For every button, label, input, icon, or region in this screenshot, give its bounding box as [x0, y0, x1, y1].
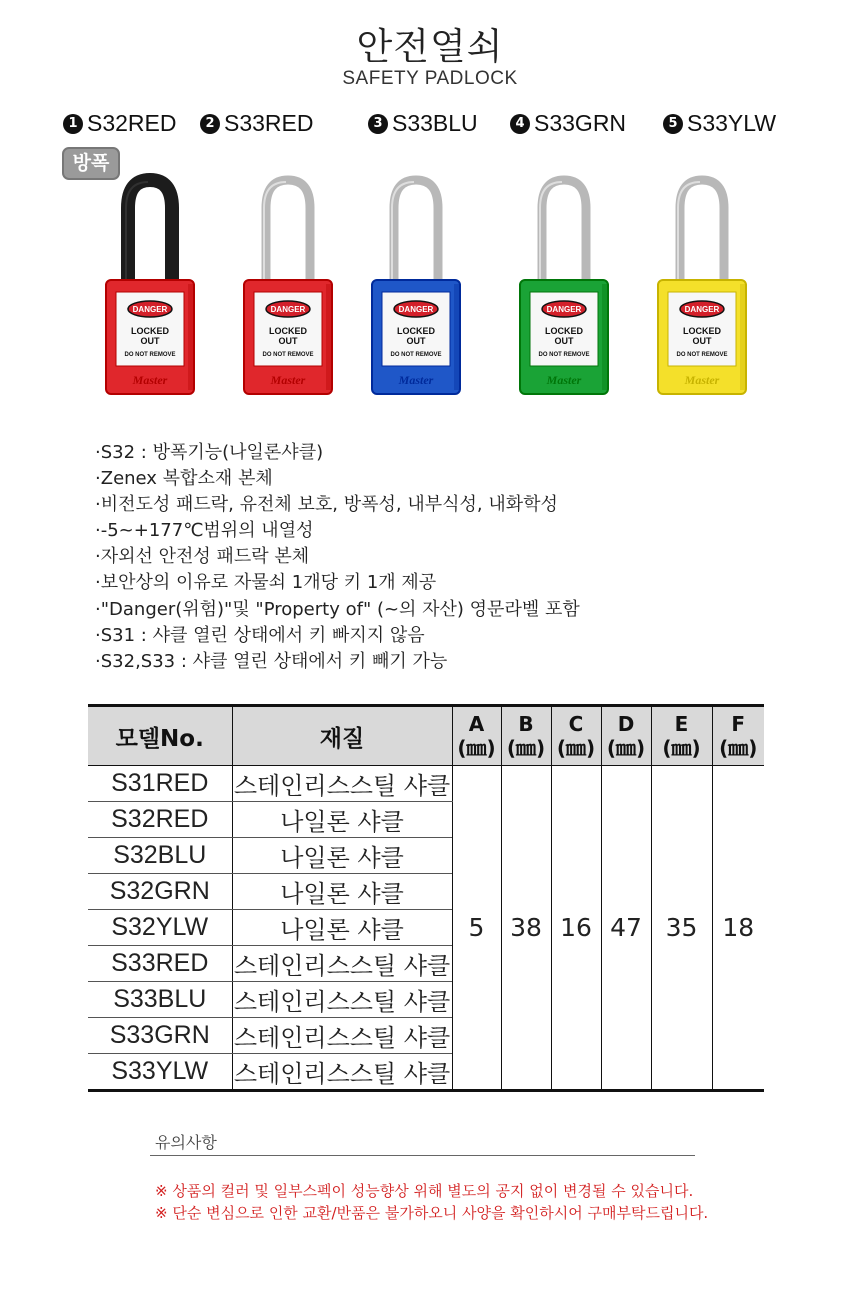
svg-text:OUT: OUT: [278, 336, 298, 346]
number-badge: 5: [663, 114, 683, 134]
notice-line-2: ※ 단순 변심으로 인한 교환/반품은 불가하오니 사양을 확인하시어 구매부탁드립니다.: [155, 1204, 709, 1222]
material-cell: 스테인리스스틸 샤클: [232, 1018, 452, 1054]
page-subtitle: SAFETY PADLOCK: [342, 68, 518, 89]
spec-table: [88, 704, 764, 1092]
model-label-2: [200, 110, 313, 137]
svg-text:OUT: OUT: [140, 336, 160, 346]
number-badge: 1: [63, 114, 83, 134]
model-cell: S32YLW: [88, 910, 232, 946]
header-model: 모델No.: [88, 706, 232, 766]
header-dim-b: B (㎜): [501, 706, 551, 766]
model-code: S33BLU: [392, 110, 478, 136]
model-label-1: [63, 110, 176, 137]
material-cell: 스테인리스스틸 샤클: [232, 766, 452, 802]
svg-text:Master: Master: [546, 373, 582, 387]
svg-text:DO NOT REMOVE: DO NOT REMOVE: [262, 352, 314, 358]
model-cell: S32GRN: [88, 874, 232, 910]
header-dim-d: D (㎜): [601, 706, 651, 766]
header-material: 재질: [232, 706, 452, 766]
padlock-image-s33grn: [518, 172, 610, 396]
material-cell: 스테인리스스틸 샤클: [232, 1054, 452, 1091]
feature-list: [95, 440, 580, 675]
number-badge: 3: [368, 114, 388, 134]
explosion-proof-badge: 방폭: [62, 147, 120, 180]
header-dim-e: E (㎜): [651, 706, 712, 766]
svg-text:DANGER: DANGER: [684, 305, 720, 314]
svg-text:DANGER: DANGER: [398, 305, 434, 314]
svg-text:DO NOT REMOVE: DO NOT REMOVE: [676, 352, 728, 358]
model-cell: S31RED: [88, 766, 232, 802]
material-cell: 스테인리스스틸 샤클: [232, 946, 452, 982]
model-code: S33YLW: [687, 110, 777, 136]
model-code: S33GRN: [534, 110, 627, 136]
svg-text:LOCKED: LOCKED: [131, 326, 169, 336]
svg-text:DO NOT REMOVE: DO NOT REMOVE: [390, 352, 442, 358]
number-badge: 2: [200, 114, 220, 134]
feature-item: ·S32 : 방폭기능(나일론샤클): [95, 442, 324, 463]
feature-item: ·Zenex 복합소재 본체: [95, 468, 273, 490]
model-cell: S32BLU: [88, 838, 232, 874]
feature-item: ·"Danger(위험)"및 "Property of" (~의 자산) 영문라벨 포함: [95, 598, 580, 620]
material-cell: 나일론 샤클: [232, 874, 452, 910]
model-cell: S32RED: [88, 802, 232, 838]
svg-text:LOCKED: LOCKED: [683, 326, 721, 336]
padlock-image-s33ylw: [656, 172, 748, 396]
svg-text:Master: Master: [398, 373, 434, 387]
svg-text:DO NOT REMOVE: DO NOT REMOVE: [538, 352, 590, 358]
padlock-image-s32red: [104, 172, 196, 396]
feature-item: ·-5~+177℃범위의 내열성: [95, 520, 314, 542]
model-code: S32RED: [87, 110, 177, 136]
svg-text:LOCKED: LOCKED: [545, 326, 583, 336]
header-dim-f: F (㎜): [712, 706, 764, 766]
svg-text:Master: Master: [684, 373, 720, 387]
svg-text:OUT: OUT: [406, 336, 426, 346]
svg-text:Master: Master: [132, 373, 168, 387]
feature-item: ·비전도성 패드락, 유전체 보호, 방폭성, 내부식성, 내화학성: [95, 494, 558, 516]
model-cell: S33YLW: [88, 1054, 232, 1091]
padlock-image-s33red: [242, 172, 334, 396]
feature-item: ·보안상의 이유로 자물쇠 1개당 키 1개 제공: [95, 572, 437, 594]
dim-b-value: 38: [501, 766, 551, 1091]
svg-text:Master: Master: [270, 373, 306, 387]
svg-text:DO NOT REMOVE: DO NOT REMOVE: [124, 352, 176, 358]
header-dim-c: C (㎜): [551, 706, 601, 766]
feature-item: ·S32,S33 : 샤클 열린 상태에서 키 빼기 가능: [95, 650, 448, 672]
notice-line-1: ※ 상품의 컬러 및 일부스펙이 성능향상 위해 별도의 공지 없이 변경될 수 있습니다.: [155, 1182, 694, 1200]
dim-e-value: 35: [651, 766, 712, 1091]
material-cell: 나일론 샤클: [232, 802, 452, 838]
model-cell: S33BLU: [88, 982, 232, 1018]
feature-item: ·S31 : 샤클 열린 상태에서 키 빠지지 않음: [95, 624, 425, 646]
svg-text:OUT: OUT: [692, 336, 712, 346]
header-dim-a: A (㎜): [452, 706, 501, 766]
number-badge: 4: [510, 114, 530, 134]
model-label-3: [368, 110, 478, 137]
model-label-5: [663, 110, 776, 137]
table-header-row: [88, 706, 764, 766]
svg-text:OUT: OUT: [554, 336, 574, 346]
model-code: S33RED: [224, 110, 314, 136]
dim-d-value: 47: [601, 766, 651, 1091]
notice-heading: 유의사항: [155, 1133, 217, 1152]
model-label-4: [510, 110, 626, 137]
table-row: [88, 766, 764, 802]
notice-divider: [150, 1155, 695, 1156]
material-cell: 나일론 샤클: [232, 910, 452, 946]
model-cell: S33RED: [88, 946, 232, 982]
svg-text:LOCKED: LOCKED: [269, 326, 307, 336]
padlock-image-s33blu: [370, 172, 462, 396]
model-cell: S33GRN: [88, 1018, 232, 1054]
material-cell: 스테인리스스틸 샤클: [232, 982, 452, 1018]
dim-c-value: 16: [551, 766, 601, 1091]
material-cell: 나일론 샤클: [232, 838, 452, 874]
svg-text:DANGER: DANGER: [546, 305, 582, 314]
svg-text:DANGER: DANGER: [132, 305, 168, 314]
svg-text:LOCKED: LOCKED: [397, 326, 435, 336]
page-title: 안전열쇠: [356, 25, 504, 68]
feature-item: ·자외선 안전성 패드락 본체: [95, 546, 310, 568]
dim-a-value: 5: [452, 766, 501, 1091]
svg-text:DANGER: DANGER: [270, 305, 306, 314]
dim-f-value: 18: [712, 766, 764, 1091]
